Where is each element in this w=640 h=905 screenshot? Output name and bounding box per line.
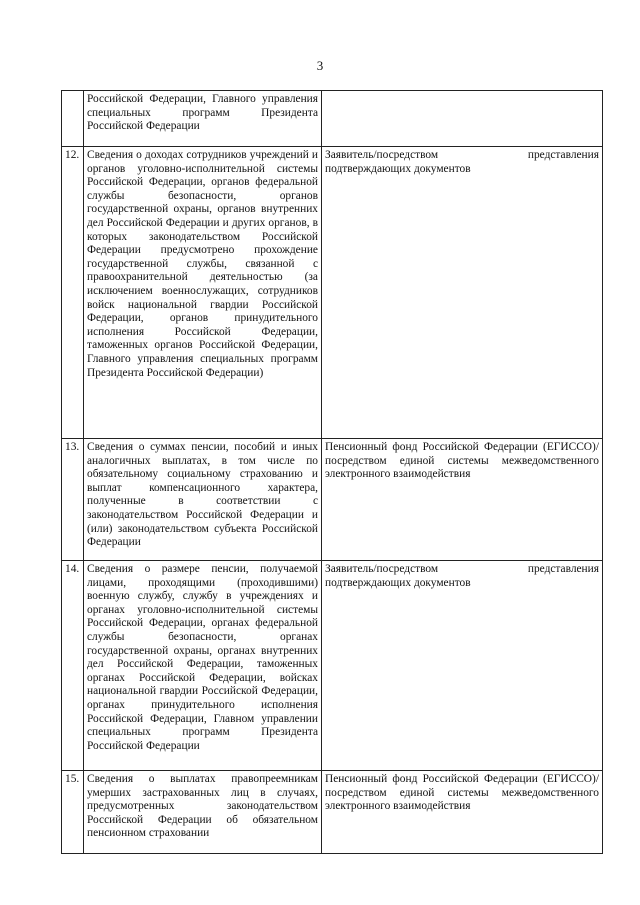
row-number: 12. — [62, 147, 84, 439]
services-table — [61, 90, 603, 854]
info-cell: Российской Федерации, Главного управления специальных программ Президента Российской Федерации — [84, 91, 322, 147]
table-row — [62, 147, 603, 439]
source-cell: Пенсионный фонд Российской Федерации (ЕГИССО)/посредством единой системы межведомственного электронного взаимодействия — [322, 439, 603, 561]
source-cell: Заявитель/посредством представления подтверждающих документов — [322, 561, 603, 771]
row-number: 15. — [62, 771, 84, 854]
table-row — [62, 771, 603, 854]
info-cell: Сведения о размере пенсии, получаемой лицами, проходящими (проходившими) военную службу, службу в учреждениях и органах уголовно-исполнительной системы Российской Федерации, органах федеральной службы безопасности, органах государственной охраны, органах внутренних дел Российской Федерации, таможенных органах Российской Федерации, войсках национальной гвардии Российской Федерации, органах принудительного исполнения Российской Федерации, Главном управлении специальных программ Президента Российской Федерации — [84, 561, 322, 771]
info-cell: Сведения о суммах пенсии, пособий и иных аналогичных выплатах, в том числе по обязательному социальному страхованию и выплат компенсационного характера, полученные в соответствии с законодательством Российской Федерации и (или) законодательством субъекта Российской Федерации — [84, 439, 322, 561]
info-cell: Сведения о доходах сотрудников учреждений и органов уголовно-исполнительной системы Российской Федерации, органов федеральной службы безопасности, органов государственной охраны, органов внутренних дел Российской Федерации и других органов, в которых законодательством Российской Федерации предусмотрено прохождение государственной службы, связанной с правоохранительной деятельностью (за исключением военнослужащих, сотрудников войск национальной гвардии Российской Федерации, органов принудительного исполнения Российской Федерации, таможенных органов Российской Федерации, Главного управления специальных программ Президента Российской Федерации) — [84, 147, 322, 439]
page-number: 3 — [316, 58, 324, 73]
source-cell: Пенсионный фонд Российской Федерации (ЕГИССО)/посредством единой системы межведомственного электронного взаимодействия — [322, 771, 603, 854]
table-row — [62, 439, 603, 561]
table-row — [62, 91, 603, 147]
row-number — [62, 91, 84, 147]
source-cell: Заявитель/посредством представления подтверждающих документов — [322, 147, 603, 439]
info-cell: Сведения о выплатах правопреемникам умерших застрахованных лиц в случаях, предусмотренных законодательством Российской Федерации об обязательном пенсионном страховании — [84, 771, 322, 854]
row-number: 14. — [62, 561, 84, 771]
row-number: 13. — [62, 439, 84, 561]
source-cell — [322, 91, 603, 147]
table-row — [62, 561, 603, 771]
